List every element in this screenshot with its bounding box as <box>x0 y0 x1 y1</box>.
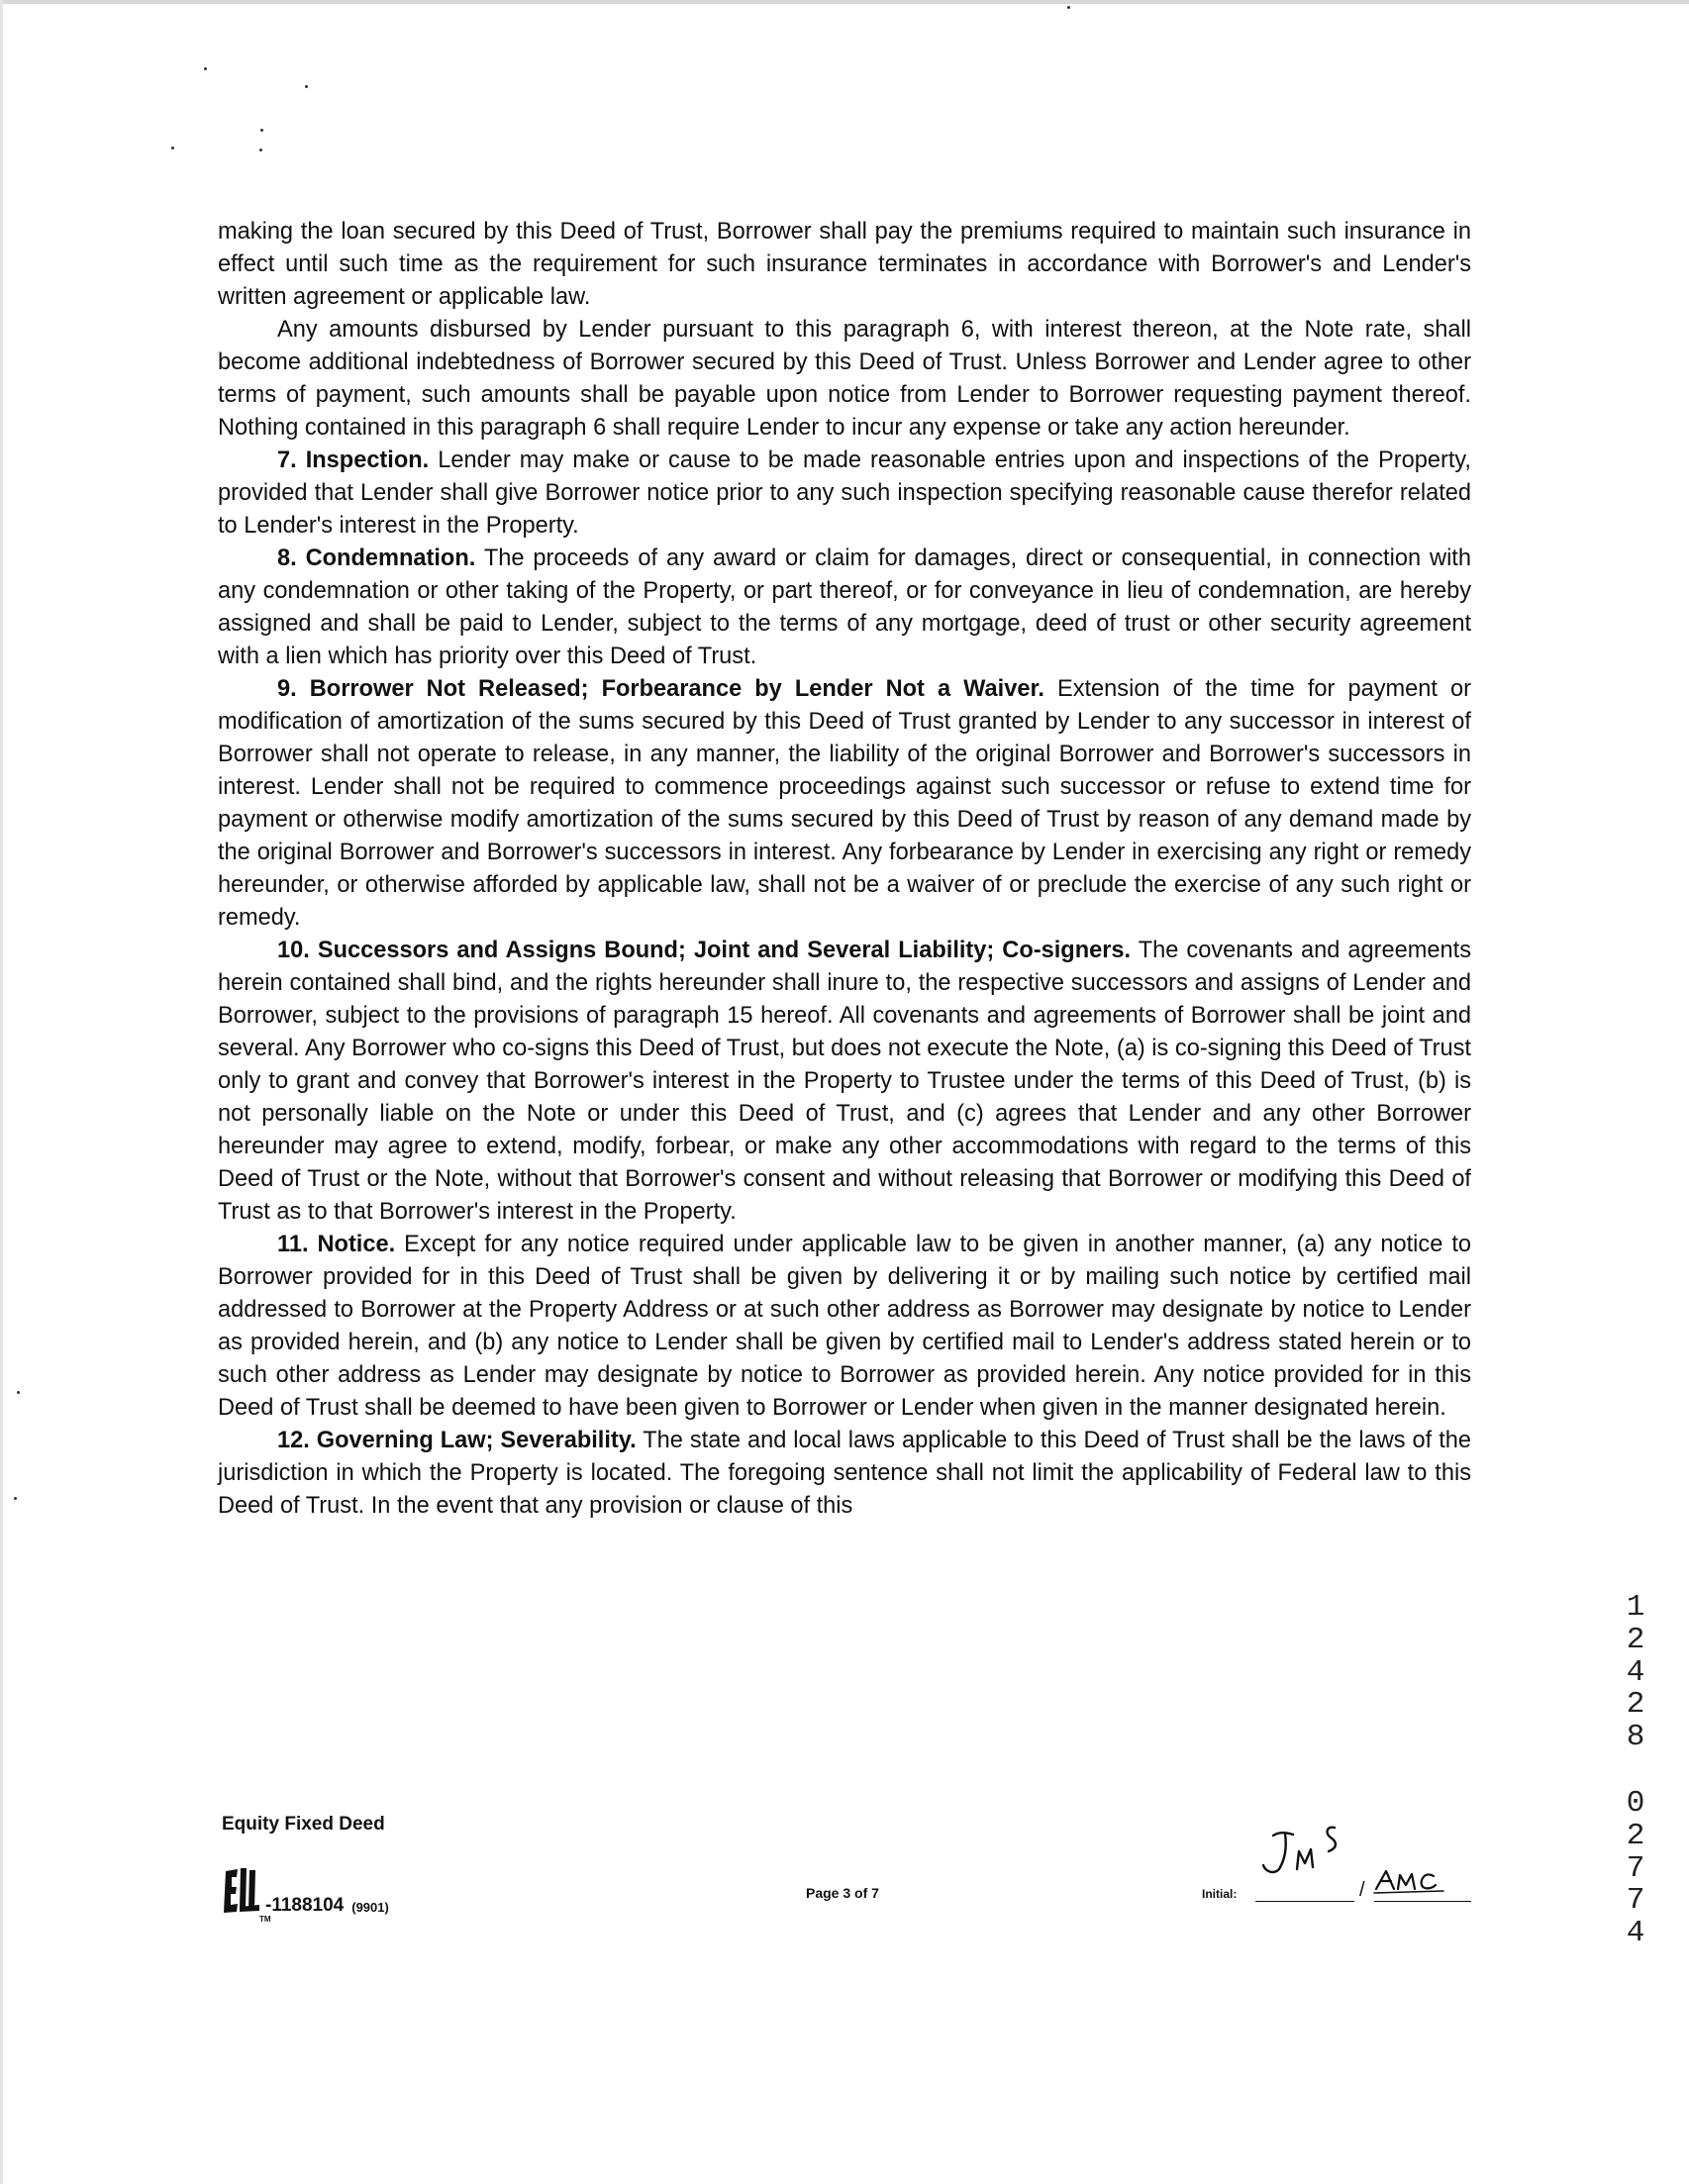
stamp-digit: 2 <box>1626 1687 1645 1723</box>
paragraph-condemnation <box>218 543 1471 673</box>
trademark-mark: TM <box>259 1915 271 1924</box>
scan-speck <box>259 149 262 151</box>
stamp-digit: 0 <box>1626 1785 1645 1821</box>
scan-edge-left <box>0 0 3 2184</box>
initials-signature-jms <box>1249 1824 1368 1883</box>
initial-separator: / <box>1359 1879 1365 1901</box>
paragraph-governing-law <box>218 1425 1471 1523</box>
form-revision: (9901) <box>351 1900 389 1915</box>
scan-speck <box>305 85 308 88</box>
initial-line-borrower-2 <box>1374 1901 1471 1902</box>
ellie-mae-logo-icon <box>220 1865 263 1917</box>
scan-speck <box>171 147 174 149</box>
initial-line-borrower-1 <box>1255 1901 1354 1902</box>
paragraph-notice <box>218 1229 1471 1425</box>
paragraph-heading: 12. Governing Law; Severability. <box>277 1428 637 1453</box>
paragraph-borrower-not-released <box>218 673 1471 935</box>
form-identifier <box>220 1865 389 1924</box>
page-number: Page 3 of 7 <box>806 1885 879 1901</box>
paragraph-amounts-disbursed <box>218 314 1471 445</box>
scan-speck <box>14 1497 17 1500</box>
paragraph-heading: 7. Inspection. <box>277 447 430 473</box>
paragraph-heading: 10. Successors and Assigns Bound; Joint and Several Liability; Co-signers. <box>277 938 1132 963</box>
scan-speck <box>260 129 263 132</box>
paragraph-inspection <box>218 445 1471 543</box>
stamp-digit: 8 <box>1626 1720 1645 1755</box>
form-title: Equity Fixed Deed <box>222 1814 385 1835</box>
stamp-digit: 2 <box>1626 1818 1645 1853</box>
scan-speck <box>204 67 207 70</box>
stamp-digit: 4 <box>1626 1654 1645 1690</box>
stamp-digit: 7 <box>1626 1850 1645 1886</box>
scan-speck <box>17 1391 20 1394</box>
paragraph-text: Any amounts disbursed by Lender pursuant to this paragraph 6, with interest thereon, at the Note rate, shall become additional indebtedness of Borrower secured by this Deed of Trust. Unless Borrower and Lender agree to other terms of payment, such amounts shall be payable upon notice from Lender to Borrower requesting payment thereof. Nothing contained in this paragraph 6 shall require Lender to incur any expense or take any action hereunder. <box>218 317 1471 441</box>
paragraph-text: Except for any notice required under applicable law to be given in another manner, (a) any notice to Borrower provided for in this Deed of Trust shall be given by delivering it or by mailing such notice by certified mail addressed to Borrower at the Property Address or at such other address as Borrower may designate by notice to Lender as provided herein, and (b) any notice to Lender shall be given by certified mail to Lender's address stated herein or to such other address as Lender may designate by notice to Borrower as provided herein. Any notice provided for in this Deed of Trust shall be deemed to have been given to Borrower or Lender when given in the manner designated herein. <box>218 1232 1471 1421</box>
stamp-digit: 4 <box>1626 1916 1645 1951</box>
scan-speck <box>1067 6 1070 9</box>
paragraph-heading: 8. Condemnation. <box>277 546 476 571</box>
stamp-digit: 2 <box>1626 1622 1645 1657</box>
stamp-digit: 7 <box>1626 1883 1645 1919</box>
paragraph-text: Extension of the time for payment or modification of amortization of the sums secured by this Deed of Trust granted by Lender to any successor in interest of Borrower shall not operate to release, in any manner, the liability of the original Borrower and Borrower's successors in interest. Lender shall not be required to commence proceedings against such successor or refuse to extend time for payment or otherwise modify amortization of the sums secured by this Deed of Trust by reason of any demand made by the original Borrower and Borrower's successors in interest. Any forbearance by Lender in exercising any right or remedy hereunder, or otherwise afforded by applicable law, shall not be a waiver of or preclude the exercise of any such right or remedy. <box>218 676 1471 931</box>
document-body <box>218 216 1471 1523</box>
paragraph-text: The state and local laws applicable to this Deed of Trust shall be the laws of the jurisdiction in which the Property is located. The foregoing sentence shall not limit the applicability of Federal law to this Deed of Trust. In the event that any provision or clause of this <box>218 1428 1471 1519</box>
paragraph-heading: 9. Borrower Not Released; Forbearance by Lender Not a Waiver. <box>277 676 1044 702</box>
scan-edge-top <box>0 0 1689 4</box>
paragraph-text: The covenants and agreements herein contained shall bind, and the rights hereunder shall inure to, the respective successors and assigns of Lender and Borrower, subject to the provisions of paragraph 15 hereof. All covenants and agreements of Borrower shall be joint and several. Any Borrower who co-signs this Deed of Trust, but does not execute the Note, (a) is co-signing this Deed of Trust only to grant and convey that Borrower's interest in the Property to Trustee under the terms of this Deed of Trust, (b) is not personally liable on the Note or under this Deed of Trust, and (c) agrees that Lender and any other Borrower hereunder may agree to extend, modify, forbear, or make any other accommodations with regard to the terms of this Deed of Trust or the Note, without that Borrower's consent and without releasing that Borrower or modifying this Deed of Trust as to that Borrower's interest in the Property. <box>218 938 1471 1225</box>
paragraph-text: The proceeds of any award or claim for damages, direct or consequential, in connection with any condemnation or other taking of the Property, or part thereof, or for conveyance in lieu of condemnation, are hereby assigned and shall be paid to Lender, subject to the terms of any mortgage, deed of trust or other security agreement with a lien which has priority over this Deed of Trust. <box>218 546 1471 669</box>
stamp-digit: 1 <box>1626 1590 1645 1625</box>
initial-label: Initial: <box>1202 1887 1238 1901</box>
form-number: -1188104 <box>265 1895 345 1916</box>
paragraph-successors-and-assigns <box>218 935 1471 1229</box>
paragraph-heading: 11. Notice. <box>277 1232 396 1257</box>
paragraph-continuation <box>218 216 1471 314</box>
paragraph-text: making the loan secured by this Deed of Trust, Borrower shall pay the premiums required to maintain such insurance in effect until such time as the requirement for such insurance terminates in accordance with Borrower's and Lender's written agreement or applicable law. <box>218 219 1471 310</box>
paragraph-text: Lender may make or cause to be made reasonable entries upon and inspections of the Property, provided that Lender shall give Borrower notice prior to any such inspection specifying reasonable cause therefor related to Lender's interest in the Property. <box>218 447 1471 539</box>
initials-signature-amc <box>1372 1859 1471 1899</box>
recording-stamp <box>1618 1592 1653 1950</box>
